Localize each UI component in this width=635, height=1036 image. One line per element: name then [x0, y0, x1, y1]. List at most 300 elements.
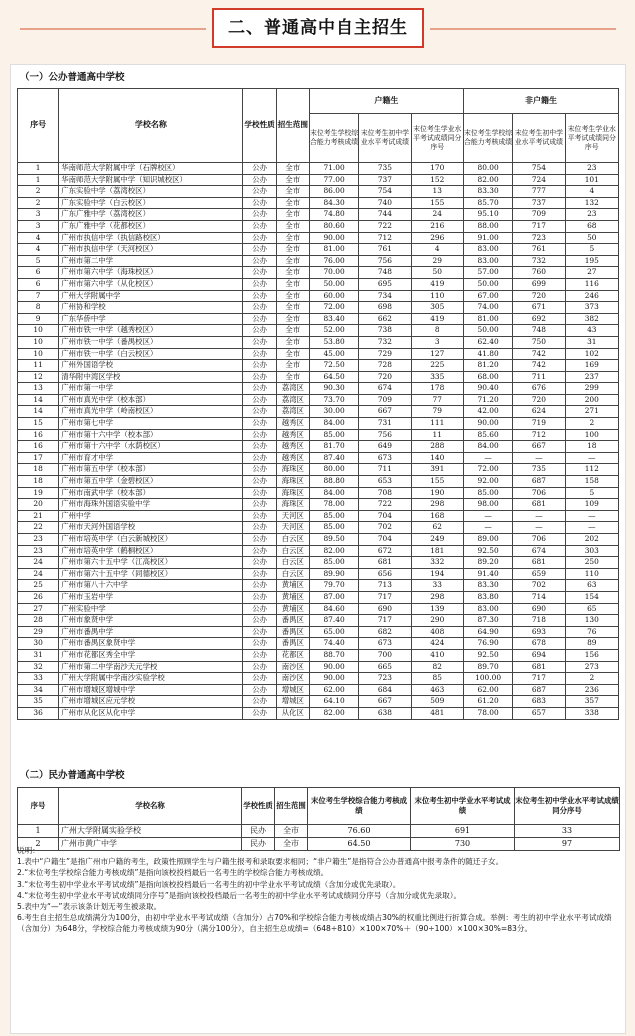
- cell-seq: 15: [18, 418, 59, 430]
- header-local-rank: 末位考生学业水平考试成绩同分序号: [411, 114, 463, 163]
- cell-nonlocal-ability: 61.20: [463, 696, 512, 708]
- cell-nature: 公办: [243, 476, 276, 488]
- cell-seq: 3: [18, 209, 59, 221]
- table-row: [18, 209, 619, 221]
- cell-local-rank: 85: [411, 673, 463, 685]
- cell-seq: 2: [18, 197, 59, 209]
- cell-nonlocal-rank: 2: [565, 418, 618, 430]
- cell-local-ability: 62.00: [309, 684, 358, 696]
- cell-local-exam: 702: [359, 522, 411, 534]
- cell-nature: 公办: [243, 615, 276, 627]
- cell-nonlocal-exam: 777: [513, 186, 565, 198]
- cell-local-ability: 45.00: [309, 348, 358, 360]
- cell-nonlocal-exam: 624: [513, 406, 565, 418]
- cell-local-exam: 731: [359, 418, 411, 430]
- cell-local-exam: 653: [359, 476, 411, 488]
- cell-scope: 荔湾区: [276, 383, 309, 395]
- cell-nature: 公办: [243, 522, 276, 534]
- cell-nonlocal-rank: 246: [565, 290, 618, 302]
- cell-school-name: 广州市第六十五中学（同德校区）: [59, 568, 243, 580]
- title-area: [0, 0, 635, 60]
- cell-scope: 全市: [276, 371, 309, 383]
- table-row: [18, 638, 619, 650]
- cell-nonlocal-exam: 719: [513, 418, 565, 430]
- cell-school-name: 广州市第六中学（从化校区）: [59, 278, 243, 290]
- cell-seq: 18: [18, 476, 59, 488]
- cell-nonlocal-ability: 83.30: [463, 186, 512, 198]
- table-row: [18, 360, 619, 372]
- table-row: [18, 244, 619, 256]
- cell-local-rank: 110: [411, 290, 463, 302]
- cell-local-exam: 722: [359, 220, 411, 232]
- cell-scope: 天河区: [276, 522, 309, 534]
- cell-scope: 黄埔区: [276, 580, 309, 592]
- cell-nonlocal-rank: 250: [565, 557, 618, 569]
- cell-local-ability: 71.00: [309, 163, 358, 175]
- cell-local-ability: 77.00: [309, 174, 358, 186]
- cell-local-exam: 667: [359, 406, 411, 418]
- cell-local-ability: 84.60: [309, 603, 358, 615]
- cell-rank: 33: [515, 825, 620, 838]
- cell-local-rank: 298: [411, 499, 463, 511]
- table-row: [18, 255, 619, 267]
- cell-local-rank: 509: [411, 696, 463, 708]
- notes: [17, 845, 617, 935]
- cell-local-exam: 674: [359, 383, 411, 395]
- cell-local-ability: 60.00: [309, 290, 358, 302]
- cell-seq: 14: [18, 394, 59, 406]
- cell-local-exam: 740: [359, 197, 411, 209]
- cell-nature: 公办: [243, 255, 276, 267]
- cell-nature: 公办: [243, 290, 276, 302]
- cell-local-rank: 4: [411, 244, 463, 256]
- cell-nonlocal-exam: 678: [513, 638, 565, 650]
- note-item: 6.考生自主招生总成绩满分为100分，由初中学业水平考试成绩（含加分）占70%和学校综合能力考核成绩占30%的权重比例进行折算合成。举例：考生的初中学业水平考试成绩（含加分）为648分，学校综合能力考核成绩为90分（满分100分），自主招生总成绩=（648÷810）×100×70%＋（90÷100）×100×30%=83分。: [17, 913, 612, 934]
- cell-nonlocal-rank: 100: [565, 429, 618, 441]
- cell-seq: 16: [18, 441, 59, 453]
- cell-scope: 全市: [276, 232, 309, 244]
- cell-nonlocal-ability: —: [463, 452, 512, 464]
- cell-scope: 全市: [276, 336, 309, 348]
- cell-school-name: 广州市第一中学: [59, 383, 243, 395]
- cell-local-exam: 712: [359, 232, 411, 244]
- cell-local-rank: 216: [411, 220, 463, 232]
- table-row: [18, 336, 619, 348]
- cell-nonlocal-ability: 95.10: [463, 209, 512, 221]
- cell-school-name: 广州市第十六中学（校本部）: [59, 429, 243, 441]
- cell-school-name: 广州市培英中学（白云新城校区）: [59, 534, 243, 546]
- cell-nonlocal-rank: 130: [565, 615, 618, 627]
- cell-nonlocal-rank: 236: [565, 684, 618, 696]
- cell-local-ability: 72.00: [309, 302, 358, 314]
- cell-local-rank: 24: [411, 209, 463, 221]
- cell-local-ability: 83.40: [309, 313, 358, 325]
- cell-local-ability: 85.00: [309, 429, 358, 441]
- header-nonlocal-exam: 末位考生初中学业水平考试成绩: [513, 114, 565, 163]
- cell-school-name: 广州市从化区从化中学: [59, 707, 243, 719]
- cell-nature: 公办: [243, 534, 276, 546]
- cell-nonlocal-ability: 91.40: [463, 568, 512, 580]
- cell-local-rank: 155: [411, 476, 463, 488]
- cell-nonlocal-exam: 657: [513, 707, 565, 719]
- cell-nonlocal-rank: 237: [565, 371, 618, 383]
- cell-nonlocal-exam: 712: [513, 429, 565, 441]
- header-nonlocal: 非户籍生: [463, 89, 618, 114]
- cell-scope: 荔湾区: [276, 406, 309, 418]
- cell-nature: 公办: [243, 302, 276, 314]
- public-schools-table: [17, 88, 619, 720]
- cell-nonlocal-exam: 717: [513, 220, 565, 232]
- cell-nonlocal-rank: 50: [565, 232, 618, 244]
- cell-seq: 23: [18, 545, 59, 557]
- cell-nonlocal-exam: 690: [513, 603, 565, 615]
- table-row: [18, 673, 619, 685]
- cell-nonlocal-exam: 699: [513, 278, 565, 290]
- cell-local-exam: 735: [359, 163, 411, 175]
- cell-local-exam: 649: [359, 441, 411, 453]
- cell-nonlocal-rank: 112: [565, 464, 618, 476]
- cell-school-name: 广州市第六中学（海珠校区）: [59, 267, 243, 279]
- cell-nonlocal-rank: 169: [565, 360, 618, 372]
- cell-local-ability: 64.10: [309, 696, 358, 708]
- cell-nonlocal-rank: —: [565, 510, 618, 522]
- cell-nonlocal-rank: 338: [565, 707, 618, 719]
- cell-scope: 花都区: [276, 649, 309, 661]
- cell-nature: 公办: [243, 626, 276, 638]
- cell-local-rank: 139: [411, 603, 463, 615]
- cell-nonlocal-exam: 681: [513, 557, 565, 569]
- cell-nonlocal-rank: 200: [565, 394, 618, 406]
- cell-local-ability: 86.00: [309, 186, 358, 198]
- cell-local-rank: 29: [411, 255, 463, 267]
- cell-local-ability: 88.80: [309, 476, 358, 488]
- table-row: [18, 580, 619, 592]
- table-row: [18, 591, 619, 603]
- cell-nonlocal-rank: 373: [565, 302, 618, 314]
- cell-nature: 公办: [243, 313, 276, 325]
- cell-local-exam: 684: [359, 684, 411, 696]
- table-row: [18, 522, 619, 534]
- cell-nonlocal-exam: 709: [513, 209, 565, 221]
- cell-local-ability: 85.00: [309, 557, 358, 569]
- cell-local-ability: 52.00: [309, 325, 358, 337]
- cell-local-exam: 734: [359, 290, 411, 302]
- cell-local-exam: 711: [359, 464, 411, 476]
- cell-nonlocal-ability: —: [463, 510, 512, 522]
- cell-nonlocal-exam: 711: [513, 371, 565, 383]
- cell-nonlocal-ability: 50.00: [463, 325, 512, 337]
- cell-school-name: 广州市第七中学: [59, 418, 243, 430]
- cell-nonlocal-ability: 81.00: [463, 313, 512, 325]
- cell-school-name: 广州市第六十五中学（江高校区）: [59, 557, 243, 569]
- cell-local-rank: 408: [411, 626, 463, 638]
- cell-nonlocal-ability: 89.00: [463, 534, 512, 546]
- table-row: [18, 418, 619, 430]
- cell-local-exam: 690: [359, 603, 411, 615]
- cell-nonlocal-exam: 717: [513, 673, 565, 685]
- cell-scope: 全市: [276, 163, 309, 175]
- cell-nature: 公办: [243, 360, 276, 372]
- cell-scope: 番禺区: [276, 638, 309, 650]
- cell-scope: 白云区: [276, 545, 309, 557]
- cell-school-name: 广州市铁一中学（越秀校区）: [59, 325, 243, 337]
- table-row: [18, 649, 619, 661]
- cell-seq: 8: [18, 302, 59, 314]
- cell-seq: 2: [18, 838, 59, 851]
- cell-seq: 30: [18, 638, 59, 650]
- cell-seq: 9: [18, 313, 59, 325]
- title-divider-left: [20, 28, 206, 30]
- cell-local-rank: 155: [411, 197, 463, 209]
- cell-nonlocal-exam: 723: [513, 232, 565, 244]
- cell-nonlocal-rank: 65: [565, 603, 618, 615]
- cell-scope: 白云区: [276, 568, 309, 580]
- cell-nature: 公办: [243, 545, 276, 557]
- table-row: [18, 615, 619, 627]
- cell-nonlocal-exam: 748: [513, 325, 565, 337]
- table-row: [18, 545, 619, 557]
- cell-scope: 全市: [276, 278, 309, 290]
- cell-local-ability: 84.00: [309, 487, 358, 499]
- cell-nature: 公办: [243, 580, 276, 592]
- private-section-label: （二）民办普通高中学校: [20, 770, 125, 781]
- cell-nonlocal-ability: 88.00: [463, 220, 512, 232]
- cell-nature: 公办: [243, 603, 276, 615]
- cell-nature: 公办: [243, 325, 276, 337]
- cell-seq: 10: [18, 325, 59, 337]
- cell-nature: 公办: [243, 649, 276, 661]
- cell-school-name: 广州市番禺中学: [59, 626, 243, 638]
- table-row: [18, 406, 619, 418]
- cell-nonlocal-exam: 674: [513, 545, 565, 557]
- header-seq: 序号: [18, 89, 59, 163]
- cell-school-name: 广州协和学校: [59, 302, 243, 314]
- cell-scope: 增城区: [276, 696, 309, 708]
- note-item: 3.“末位考生初中学业水平考试成绩”是指向该校投档最后一名考生的初中学业水平考试成绩（含加分或优先录取）。: [17, 879, 401, 889]
- cell-seq: 7: [18, 290, 59, 302]
- cell-nature: 公办: [243, 673, 276, 685]
- cell-local-rank: 152: [411, 174, 463, 186]
- cell-school-name: 广州市海珠外国语实验中学: [59, 499, 243, 511]
- table-row: [18, 684, 619, 696]
- cell-local-exam: 665: [359, 661, 411, 673]
- cell-scope: 海珠区: [276, 499, 309, 511]
- cell-local-exam: 695: [359, 278, 411, 290]
- cell-local-ability: 65.00: [309, 626, 358, 638]
- cell-local-ability: 88.70: [309, 649, 358, 661]
- cell-school-name: 广州市第八十六中学: [59, 580, 243, 592]
- cell-nonlocal-ability: 78.00: [463, 707, 512, 719]
- table-row: [18, 313, 619, 325]
- cell-school-name: 广州市番禺区象贤中学: [59, 638, 243, 650]
- cell-scope: 越秀区: [276, 452, 309, 464]
- cell-local-exam: 713: [359, 580, 411, 592]
- cell-scope: 海珠区: [276, 487, 309, 499]
- cell-school-name: 广州市铁一中学（白云校区）: [59, 348, 243, 360]
- cell-scope: 全市: [276, 255, 309, 267]
- cell-school-name: 广州实验中学: [59, 603, 243, 615]
- cell-local-exam: 656: [359, 568, 411, 580]
- cell-seq: 24: [18, 557, 59, 569]
- table-row: [18, 487, 619, 499]
- cell-local-rank: 419: [411, 313, 463, 325]
- cell-school-name: 广州市玉岩中学: [59, 591, 243, 603]
- cell-school-name: 广州市第五中学（校本部）: [59, 464, 243, 476]
- cell-nature: 公办: [243, 661, 276, 673]
- cell-nonlocal-ability: 85.70: [463, 197, 512, 209]
- cell-nonlocal-ability: 100.00: [463, 673, 512, 685]
- table-row: [18, 696, 619, 708]
- cell-nonlocal-rank: 102: [565, 348, 618, 360]
- cell-seq: 6: [18, 278, 59, 290]
- cell-local-ability: 90.00: [309, 673, 358, 685]
- cell-seq: 19: [18, 487, 59, 499]
- cell-scope: 越秀区: [276, 429, 309, 441]
- cell-nature: 公办: [243, 406, 276, 418]
- cell-school-name: 广州外国语学校: [59, 360, 243, 372]
- cell-nonlocal-exam: 742: [513, 348, 565, 360]
- cell-seq: 28: [18, 615, 59, 627]
- cell-local-ability: 53.80: [309, 336, 358, 348]
- cell-seq: 4: [18, 232, 59, 244]
- cell-nonlocal-rank: 5: [565, 487, 618, 499]
- cell-local-exam: 761: [359, 244, 411, 256]
- cell-nonlocal-ability: —: [463, 522, 512, 534]
- document-sheet: [10, 64, 626, 1034]
- notes-heading: 说明：: [17, 846, 40, 855]
- cell-seq: 32: [18, 661, 59, 673]
- header-scope: 招生范围: [276, 89, 309, 163]
- cell-nonlocal-ability: 41.80: [463, 348, 512, 360]
- table-row: [18, 825, 620, 838]
- cell-nature: 公办: [243, 394, 276, 406]
- cell-local-exam: 717: [359, 591, 411, 603]
- cell-school-name: 广州大学附属中学南沙实验学校: [59, 673, 243, 685]
- cell-nonlocal-rank: 158: [565, 476, 618, 488]
- cell-nonlocal-ability: 74.00: [463, 302, 512, 314]
- cell-nonlocal-exam: 720: [513, 290, 565, 302]
- cell-local-rank: 332: [411, 557, 463, 569]
- cell-local-rank: 249: [411, 534, 463, 546]
- cell-nonlocal-ability: 62.40: [463, 336, 512, 348]
- cell-nonlocal-ability: 76.90: [463, 638, 512, 650]
- table-row: [18, 383, 619, 395]
- cell-seq: 12: [18, 371, 59, 383]
- cell-nonlocal-exam: 693: [513, 626, 565, 638]
- cell-nonlocal-rank: 116: [565, 278, 618, 290]
- header-nonlocal-rank: 末位考生学业水平考试成绩同分序号: [565, 114, 618, 163]
- cell-seq: 17: [18, 452, 59, 464]
- cell-nonlocal-rank: 43: [565, 325, 618, 337]
- cell-nonlocal-rank: 110: [565, 568, 618, 580]
- table-row: [18, 603, 619, 615]
- cell-school-name: 广州中学: [59, 510, 243, 522]
- cell-nonlocal-exam: 737: [513, 197, 565, 209]
- cell-scope: 天河区: [276, 510, 309, 522]
- cell-nature: 公办: [243, 452, 276, 464]
- cell-nonlocal-ability: 81.20: [463, 360, 512, 372]
- cell-local-exam: 682: [359, 626, 411, 638]
- cell-nonlocal-exam: 667: [513, 441, 565, 453]
- cell-school-name: 广州大学附属实验学校: [59, 825, 242, 838]
- cell-scope: 全市: [276, 348, 309, 360]
- cell-school-name: 广州市育才中学: [59, 452, 243, 464]
- cell-scope: 黄埔区: [276, 603, 309, 615]
- cell-nature: 公办: [243, 348, 276, 360]
- cell-local-exam: 672: [359, 545, 411, 557]
- cell-local-ability: 90.30: [309, 383, 358, 395]
- table-row: [18, 476, 619, 488]
- cell-local-rank: 82: [411, 661, 463, 673]
- cell-nonlocal-ability: 87.30: [463, 615, 512, 627]
- table-row: [18, 499, 619, 511]
- cell-local-rank: 391: [411, 464, 463, 476]
- table-row: [18, 534, 619, 546]
- cell-scope: 全市: [276, 244, 309, 256]
- cell-exam: 691: [411, 825, 515, 838]
- table-row: [18, 626, 619, 638]
- cell-seq: 35: [18, 696, 59, 708]
- header-local-exam: 末位考生初中学业水平考试成绩: [359, 114, 411, 163]
- cell-local-rank: 335: [411, 371, 463, 383]
- cell-seq: 31: [18, 649, 59, 661]
- cell-ability: 64.50: [308, 838, 411, 851]
- cell-nonlocal-exam: —: [513, 452, 565, 464]
- cell-nonlocal-rank: 101: [565, 174, 618, 186]
- cell-seq: 6: [18, 267, 59, 279]
- table-row: [18, 174, 619, 186]
- cell-seq: 10: [18, 336, 59, 348]
- cell-nature: 公办: [243, 510, 276, 522]
- table-row: [18, 302, 619, 314]
- cell-seq: 13: [18, 383, 59, 395]
- cell-local-ability: 50.00: [309, 278, 358, 290]
- cell-local-rank: 481: [411, 707, 463, 719]
- cell-school-name: 华南师范大学附属中学（石牌校区）: [59, 163, 243, 175]
- cell-local-ability: 74.80: [309, 209, 358, 221]
- cell-local-rank: 127: [411, 348, 463, 360]
- cell-local-rank: 3: [411, 336, 463, 348]
- cell-scope: 全市: [276, 186, 309, 198]
- cell-nonlocal-exam: —: [513, 510, 565, 522]
- note-item: 4.“末位考生初中学业水平考试成绩同分序号”是指向该校投档最后一名考生的初中学业水平考试成绩同分序号（含加分或优先录取）。: [17, 890, 462, 900]
- cell-local-rank: 305: [411, 302, 463, 314]
- cell-nonlocal-ability: 92.00: [463, 476, 512, 488]
- cell-school-name: 广州市象贤中学: [59, 615, 243, 627]
- cell-local-rank: 190: [411, 487, 463, 499]
- cell-rank: 97: [515, 838, 620, 851]
- cell-local-ability: 82.00: [309, 707, 358, 719]
- cell-local-rank: 424: [411, 638, 463, 650]
- cell-local-ability: 85.00: [309, 522, 358, 534]
- cell-local-exam: 748: [359, 267, 411, 279]
- cell-nature: 公办: [243, 163, 276, 175]
- cell-school-name: 广州市真光中学（岭南校区）: [59, 406, 243, 418]
- cell-nonlocal-ability: 72.00: [463, 464, 512, 476]
- cell-local-rank: 11: [411, 429, 463, 441]
- cell-nonlocal-ability: 85.60: [463, 429, 512, 441]
- cell-local-exam: 738: [359, 325, 411, 337]
- cell-seq: 36: [18, 707, 59, 719]
- cell-school-name: 华南师范大学附属中学（知识城校区）: [59, 174, 243, 186]
- cell-nonlocal-rank: 63: [565, 580, 618, 592]
- cell-nonlocal-rank: 76: [565, 626, 618, 638]
- public-section-label: （一）公办普通高中学校: [20, 72, 125, 83]
- cell-seq: 23: [18, 534, 59, 546]
- cell-seq: 1: [18, 163, 59, 175]
- cell-nonlocal-ability: 83.00: [463, 603, 512, 615]
- table-row: [18, 220, 619, 232]
